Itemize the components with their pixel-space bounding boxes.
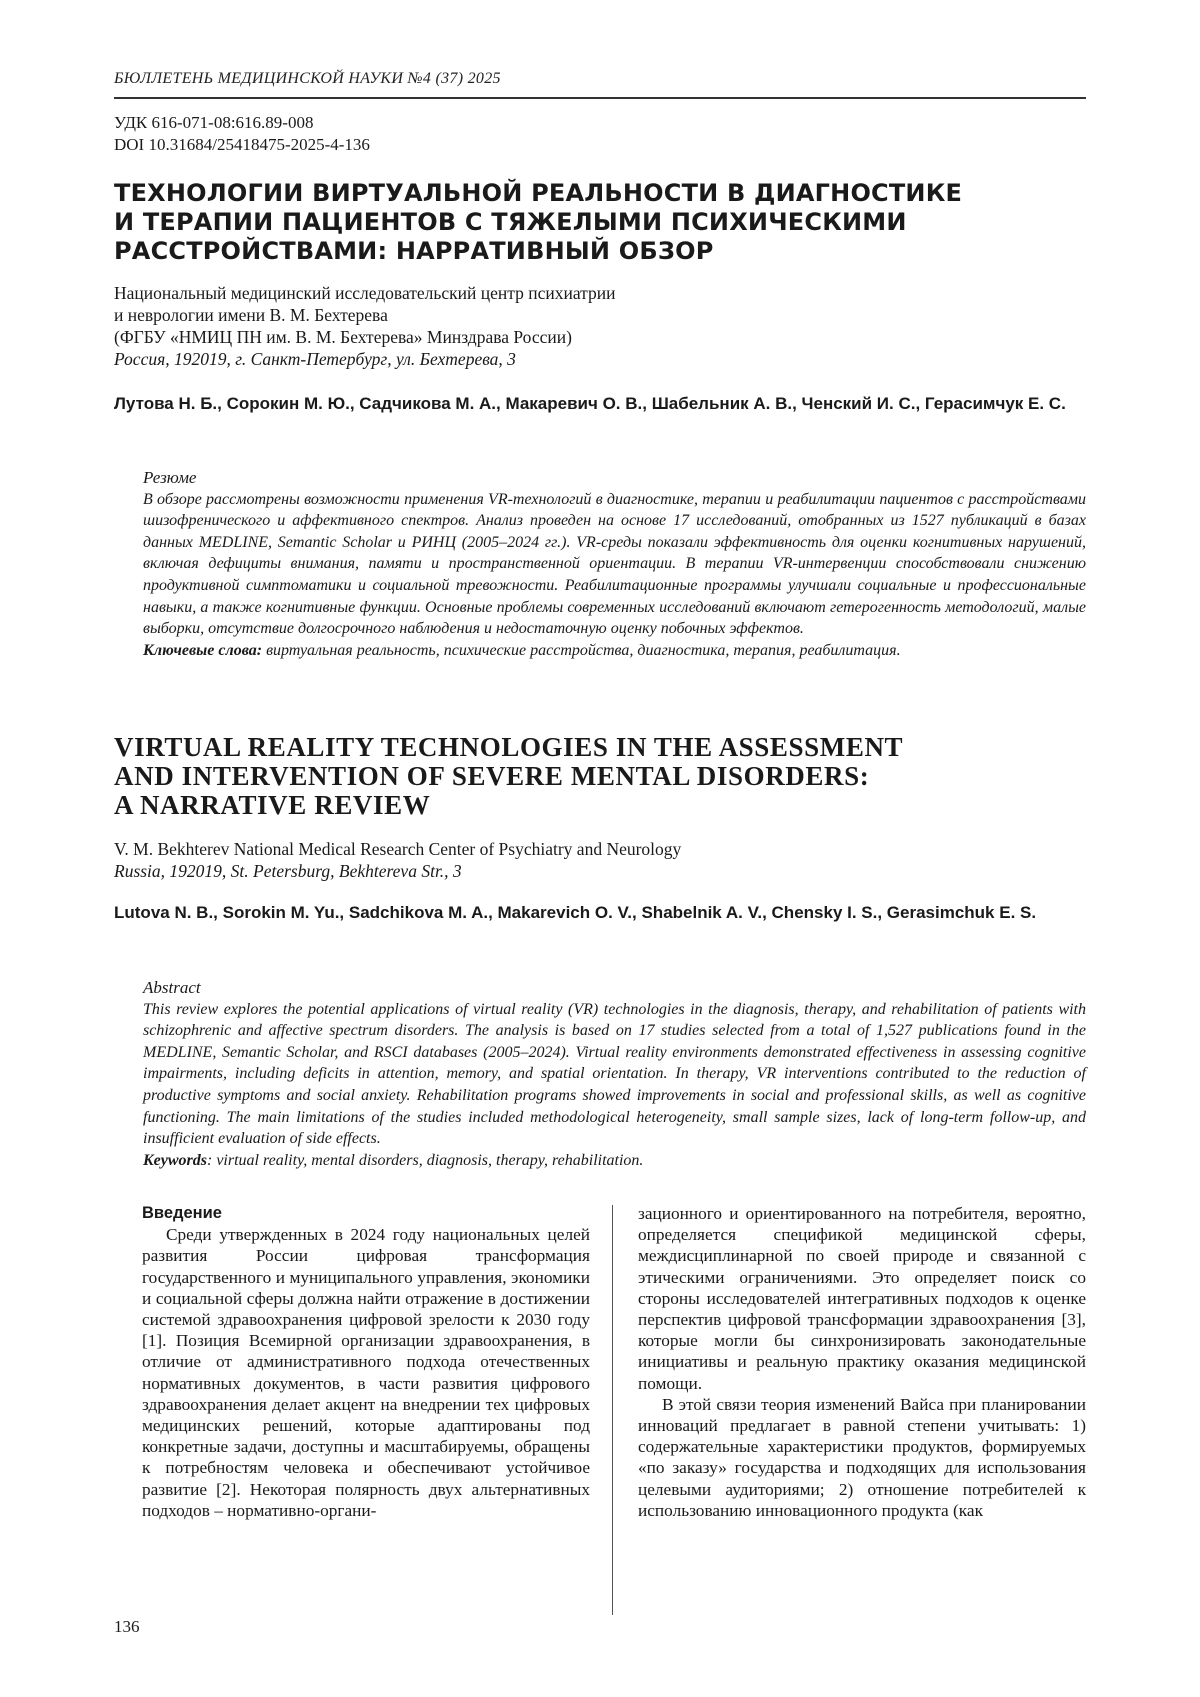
abstract-text: This review explores the potential applications of virtual reality (VR) technologies in the diagnosis, therapy, and rehabilitation of patients with schizophrenic and affective spectrum disorders. The analysis is based on 17 studies selected from a total of 1,527 publications found in the MEDLINE, Semantic Scholar, and RSCI databases (2005–2024). Virtual reality environments demonstrated effectiveness in assessing cognitive impairments, including deficits in attention, memory, and spatial orientation. In therapy, VR interventions contributed to the reduction of productive symptoms and social anxiety. Rehabilitation programs showed improvements in social and professional skills, as well as cognitive functioning. The main limitations of the studies included methodological heterogeneity, small sample sizes, lack of long-term follow-up, and insufficient evaluation of side effects.	[143, 1000, 1086, 1148]
keywords-label: Keywords	[143, 1151, 207, 1169]
column-divider	[612, 1205, 613, 1615]
address: Россия, 192019, г. Санкт-Петербург, ул. Бехтерева, 3	[114, 349, 516, 369]
keywords-line	[143, 640, 1086, 662]
abstract-heading: Abstract	[143, 978, 201, 997]
title-line: VIRTUAL REALITY TECHNOLOGIES IN THE ASSESSMENT	[114, 732, 904, 762]
body-column-left	[142, 1203, 590, 1521]
article-identifiers	[114, 112, 714, 156]
title-line: И ТЕРАПИИ ПАЦИЕНТОВ С ТЯЖЕЛЫМИ ПСИХИЧЕСКИМИ	[114, 208, 907, 236]
abstract-heading: Резюме	[143, 468, 197, 487]
russian-authors: Лутова Н. Б., Сорокин М. Ю., Садчикова М. А., Макаревич О. В., Шабельник А. В., Ченский И. С., Герасимчук Е. С.	[114, 394, 1066, 413]
abstract-text: В обзоре рассмотрены возможности применения VR-технологий в диагностике, терапии и реабилитации пациентов с расстройствами шизофренического и аффективного спектров. Анализ проведен на основе 17 исследований, отобранных из 1527 публикаций в базах данных MEDLINE, Semantic Scholar и РИНЦ (2005–2024 гг.). VR-среды показали эффективность для оценки когнитивных нарушений, включая дефициты внимания, памяти и пространственной ориентации. В терапии VR-интервенции способствовали снижению продуктивной симптоматики и социальной тревожности. Реабилитационные программы улучшали социальные и профессиональные навыки, а также когнитивные функции. Основные проблемы современных исследований включают гетерогенность методологий, малые выборки, отсутствие долгосрочного наблюдения и недостаточную оценку побочных эффектов.	[143, 490, 1086, 638]
keywords: виртуальная реальность, психические расстройства, диагностика, терапия, реабилитация.	[262, 641, 901, 659]
english-authors: Lutova N. B., Sorokin M. Yu., Sadchikova M. A., Makarevich O. V., Shabelnik A. V., Chensky I. S., Gerasimchuk E. S.	[114, 903, 1037, 922]
russian-affiliation	[114, 282, 1014, 370]
body-paragraph: Среди утвержденных в 2024 году национальных целей развития России цифровая трансформация государственного и муниципального управления, экономики и социальной сферы должна найти отражение в достижении системой здравоохранения цифровой зрелости к 2030 году [1]. Позиция Всемирной организации здравоохранения, в отличие от административного подхода отечественных нормативных документов, в части развития цифрового здравоохранения делает акцент на внедрении тех цифровых медицинских решений, которые адаптированы под конкретные задачи, доступны и масштабируемы, обращены к потребностям человека и обеспечивают устойчивое развитие [2]. Некоторая полярность двух альтернативных подходов – нормативно-органи-	[142, 1225, 590, 1520]
title-line: A NARRATIVE REVIEW	[114, 790, 431, 820]
russian-title	[114, 179, 1086, 266]
affiliation-line: Национальный медицинский исследовательский центр психиатрии	[114, 283, 616, 303]
keywords-line	[143, 1150, 1086, 1172]
english-abstract	[143, 977, 1086, 1171]
russian-abstract	[143, 467, 1086, 661]
header-rule	[114, 97, 1086, 99]
doi[interactable]: DOI 10.31684/25418475-2025-4-136	[114, 135, 370, 154]
journal-header: БЮЛЛЕТЕНЬ МЕДИЦИНСКОЙ НАУКИ №4 (37) 2025	[114, 70, 501, 87]
english-title	[114, 733, 1086, 820]
affiliation-line: (ФГБУ «НМИЦ ПН им. В. М. Бехтерева» Минздрава России)	[114, 327, 572, 347]
udk-code: УДК 616-071-08:616.89-008	[114, 113, 314, 132]
body-paragraph: В этой связи теория изменений Вайса при планировании инноваций предлагает в равной степени учитывать: 1) содержательные характеристики продуктов, формируемых «по заказу» государства и подходящих для использования целевыми аудиториями; 2) отношение потребителей к использованию инновационного продукта (как	[638, 1394, 1086, 1520]
keywords: : virtual reality, mental disorders, diagnosis, therapy, rehabilitation.	[207, 1151, 644, 1169]
english-affiliation	[114, 838, 1014, 882]
body-column-right	[638, 1203, 1086, 1521]
title-line: РАССТРОЙСТВАМИ: НАРРАТИВНЫЙ ОБЗОР	[114, 237, 714, 265]
title-line: ТЕХНОЛОГИИ ВИРТУАЛЬНОЙ РЕАЛЬНОСТИ В ДИАГНОСТИКЕ	[114, 179, 963, 207]
affiliation-line: и неврологии имени В. М. Бехтерева	[114, 305, 388, 325]
affiliation-line: V. M. Bekhterev National Medical Research Center of Psychiatry and Neurology	[114, 839, 682, 859]
page-number: 136	[114, 1617, 140, 1636]
body-paragraph: зационного и ориентированного на потребителя, вероятно, определяется спецификой медицинской сферы, междисциплинарной по своей природе и связанной с этическими ограничениями. Это определяет поиск со стороны исследователей интегративных подходов к оценке перспектив цифровой трансформации здравоохранения [3], которые могли бы синхронизировать законодательные инициативы и реальную практику оказания медицинской помощи.	[638, 1204, 1086, 1393]
address: Russia, 192019, St. Petersburg, Bekhtereva Str., 3	[114, 861, 462, 881]
section-heading: Введение	[142, 1204, 222, 1222]
keywords-label: Ключевые слова:	[143, 641, 263, 659]
title-line: AND INTERVENTION OF SEVERE MENTAL DISORDERS:	[114, 761, 870, 791]
